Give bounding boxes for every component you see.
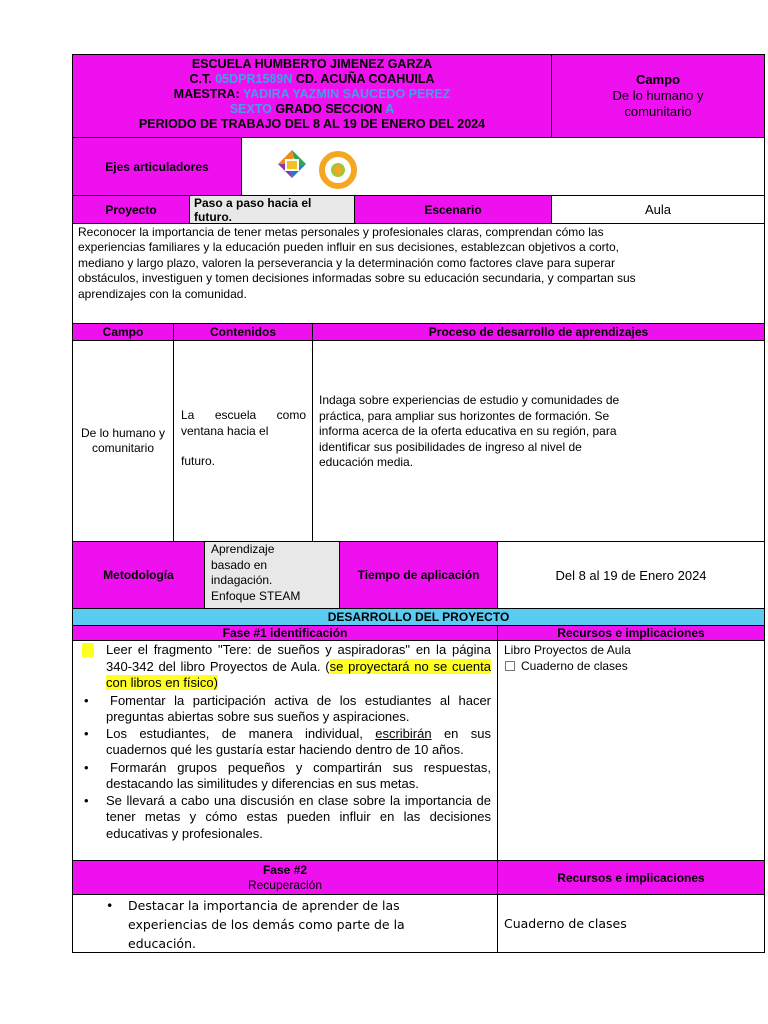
tiempo-label: Tiempo de aplicación (339, 541, 498, 609)
activity-item: • Fomentar la participación activa de los estudiantes al hacer preguntas abiertas sobre sus sueños y aspiraciones. (106, 693, 491, 726)
recurso-item: Libro Proyectos de Aula (504, 643, 631, 657)
escenario-value: Aula (551, 195, 765, 224)
teacher-name: YADIRA YAZMIN SAUCEDO PEREZ (242, 87, 451, 101)
recurso-item: Cuaderno de clases (504, 916, 627, 931)
activity-item: • Los estudiantes, de manera individual, escribirán en sus cuadernos qué les gustaría estar haciendo dentro de 10 años. (106, 726, 491, 759)
fase2-subtitle: Recuperación (247, 877, 323, 892)
ejes-icons (268, 142, 368, 192)
col-campo-header: Campo (72, 323, 174, 341)
fase2-title-block (72, 860, 498, 895)
col-contenidos-header: Contenidos (173, 323, 313, 341)
activity-item: • Leer el fragmento "Tere: de sueños y aspiradoras" en la página 340-342 del libro Proyectos de Aula. (se proyectará no se cuenta con libros en físico) (106, 642, 491, 692)
fase2-recursos-header: Recursos e implicaciones (497, 860, 765, 895)
proyecto-name: Paso a paso hacia el futuro. (189, 195, 355, 224)
campo-title: Campo (635, 72, 681, 87)
fase1-recursos-header: Recursos e implicaciones (497, 625, 765, 641)
activity-item: • Formarán grupos pequeños y compartirán sus respuestas, destacando las similitudes y diferencias en sus metas. (106, 760, 491, 793)
activity-item: • Se llevará a cabo una discusión en clase sobre la importancia de tener metas y cómo estas pueden influir en las decisiones educativas y profesionales. (106, 793, 491, 843)
header-school-block (72, 54, 552, 138)
ct-code: 05DPR1589N (215, 72, 293, 86)
school-name: ESCUELA HUMBERTO JIMENEZ GARZA (191, 57, 433, 71)
fase2-recursos (497, 894, 765, 953)
checkbox-icon (505, 661, 515, 671)
recurso-item: Cuaderno de clases (504, 658, 758, 674)
ejes-label: Ejes articuladores (72, 137, 242, 196)
activity-item: • Destacar la importancia de aprender de las experiencias de los demás como parte de la educación. (128, 896, 408, 953)
header-campo-block (551, 54, 765, 138)
fase1-recursos (497, 640, 765, 861)
col-proceso-header: Proceso de desarrollo de aprendizajes (312, 323, 765, 341)
grade-line: SEXTO GRADO SECCION A (229, 102, 395, 116)
fase1-title: Fase #1 identificación (72, 625, 498, 641)
contenidos-cell: La escuela como ventana hacia el futuro. (173, 340, 313, 542)
campo-value: De lo humano y comunitario (612, 88, 704, 119)
tiempo-value: Del 8 al 19 de Enero 2024 (497, 541, 765, 609)
campo-cell: De lo humano y comunitario (72, 340, 174, 542)
project-objective: Reconocer la importancia de tener metas personales y profesionales claras, comprendan cómo las experiencias familiares y la educación pueden influir en sus decisiones, establezcan objetivos a corto, mediano y largo plazo, valoren la perseverancia y la determinación como factores clave para superar obstáculos, investiguen y tomen decisiones informadas sobre su educación secundaria, y compartan sus aprendizajes con la comunidad. (72, 223, 765, 324)
work-period: PERIODO DE TRABAJO DEL 8 AL 19 DE ENERO DEL 2024 (138, 117, 486, 131)
desarrollo-title: DESARROLLO DEL PROYECTO (72, 608, 765, 626)
metodologia-value: Aprendizaje basado en indagación. Enfoque STEAM (204, 541, 340, 609)
school-ct: C.T. 05DPR1589N CD. ACUÑA COAHUILA (189, 72, 435, 86)
fase2-title: Fase #2 (262, 862, 308, 877)
fase1-activities (72, 640, 498, 861)
proceso-cell: Indaga sobre experiencias de estudio y comunidades de práctica, para ampliar sus horizontes de formación. Se informa acerca de la oferta educativa en su región, para identificar sus posibilidades de ingreso al nivel de educación media. (312, 340, 765, 542)
escenario-label: Escenario (354, 195, 552, 224)
fase2-activities (72, 894, 498, 953)
ejes-articuladores-icon (268, 142, 368, 192)
proyecto-label: Proyecto (72, 195, 190, 224)
teacher-line: MAESTRA: YADIRA YAZMIN SAUCEDO PEREZ (173, 87, 451, 101)
metodologia-label: Metodología (72, 541, 205, 609)
